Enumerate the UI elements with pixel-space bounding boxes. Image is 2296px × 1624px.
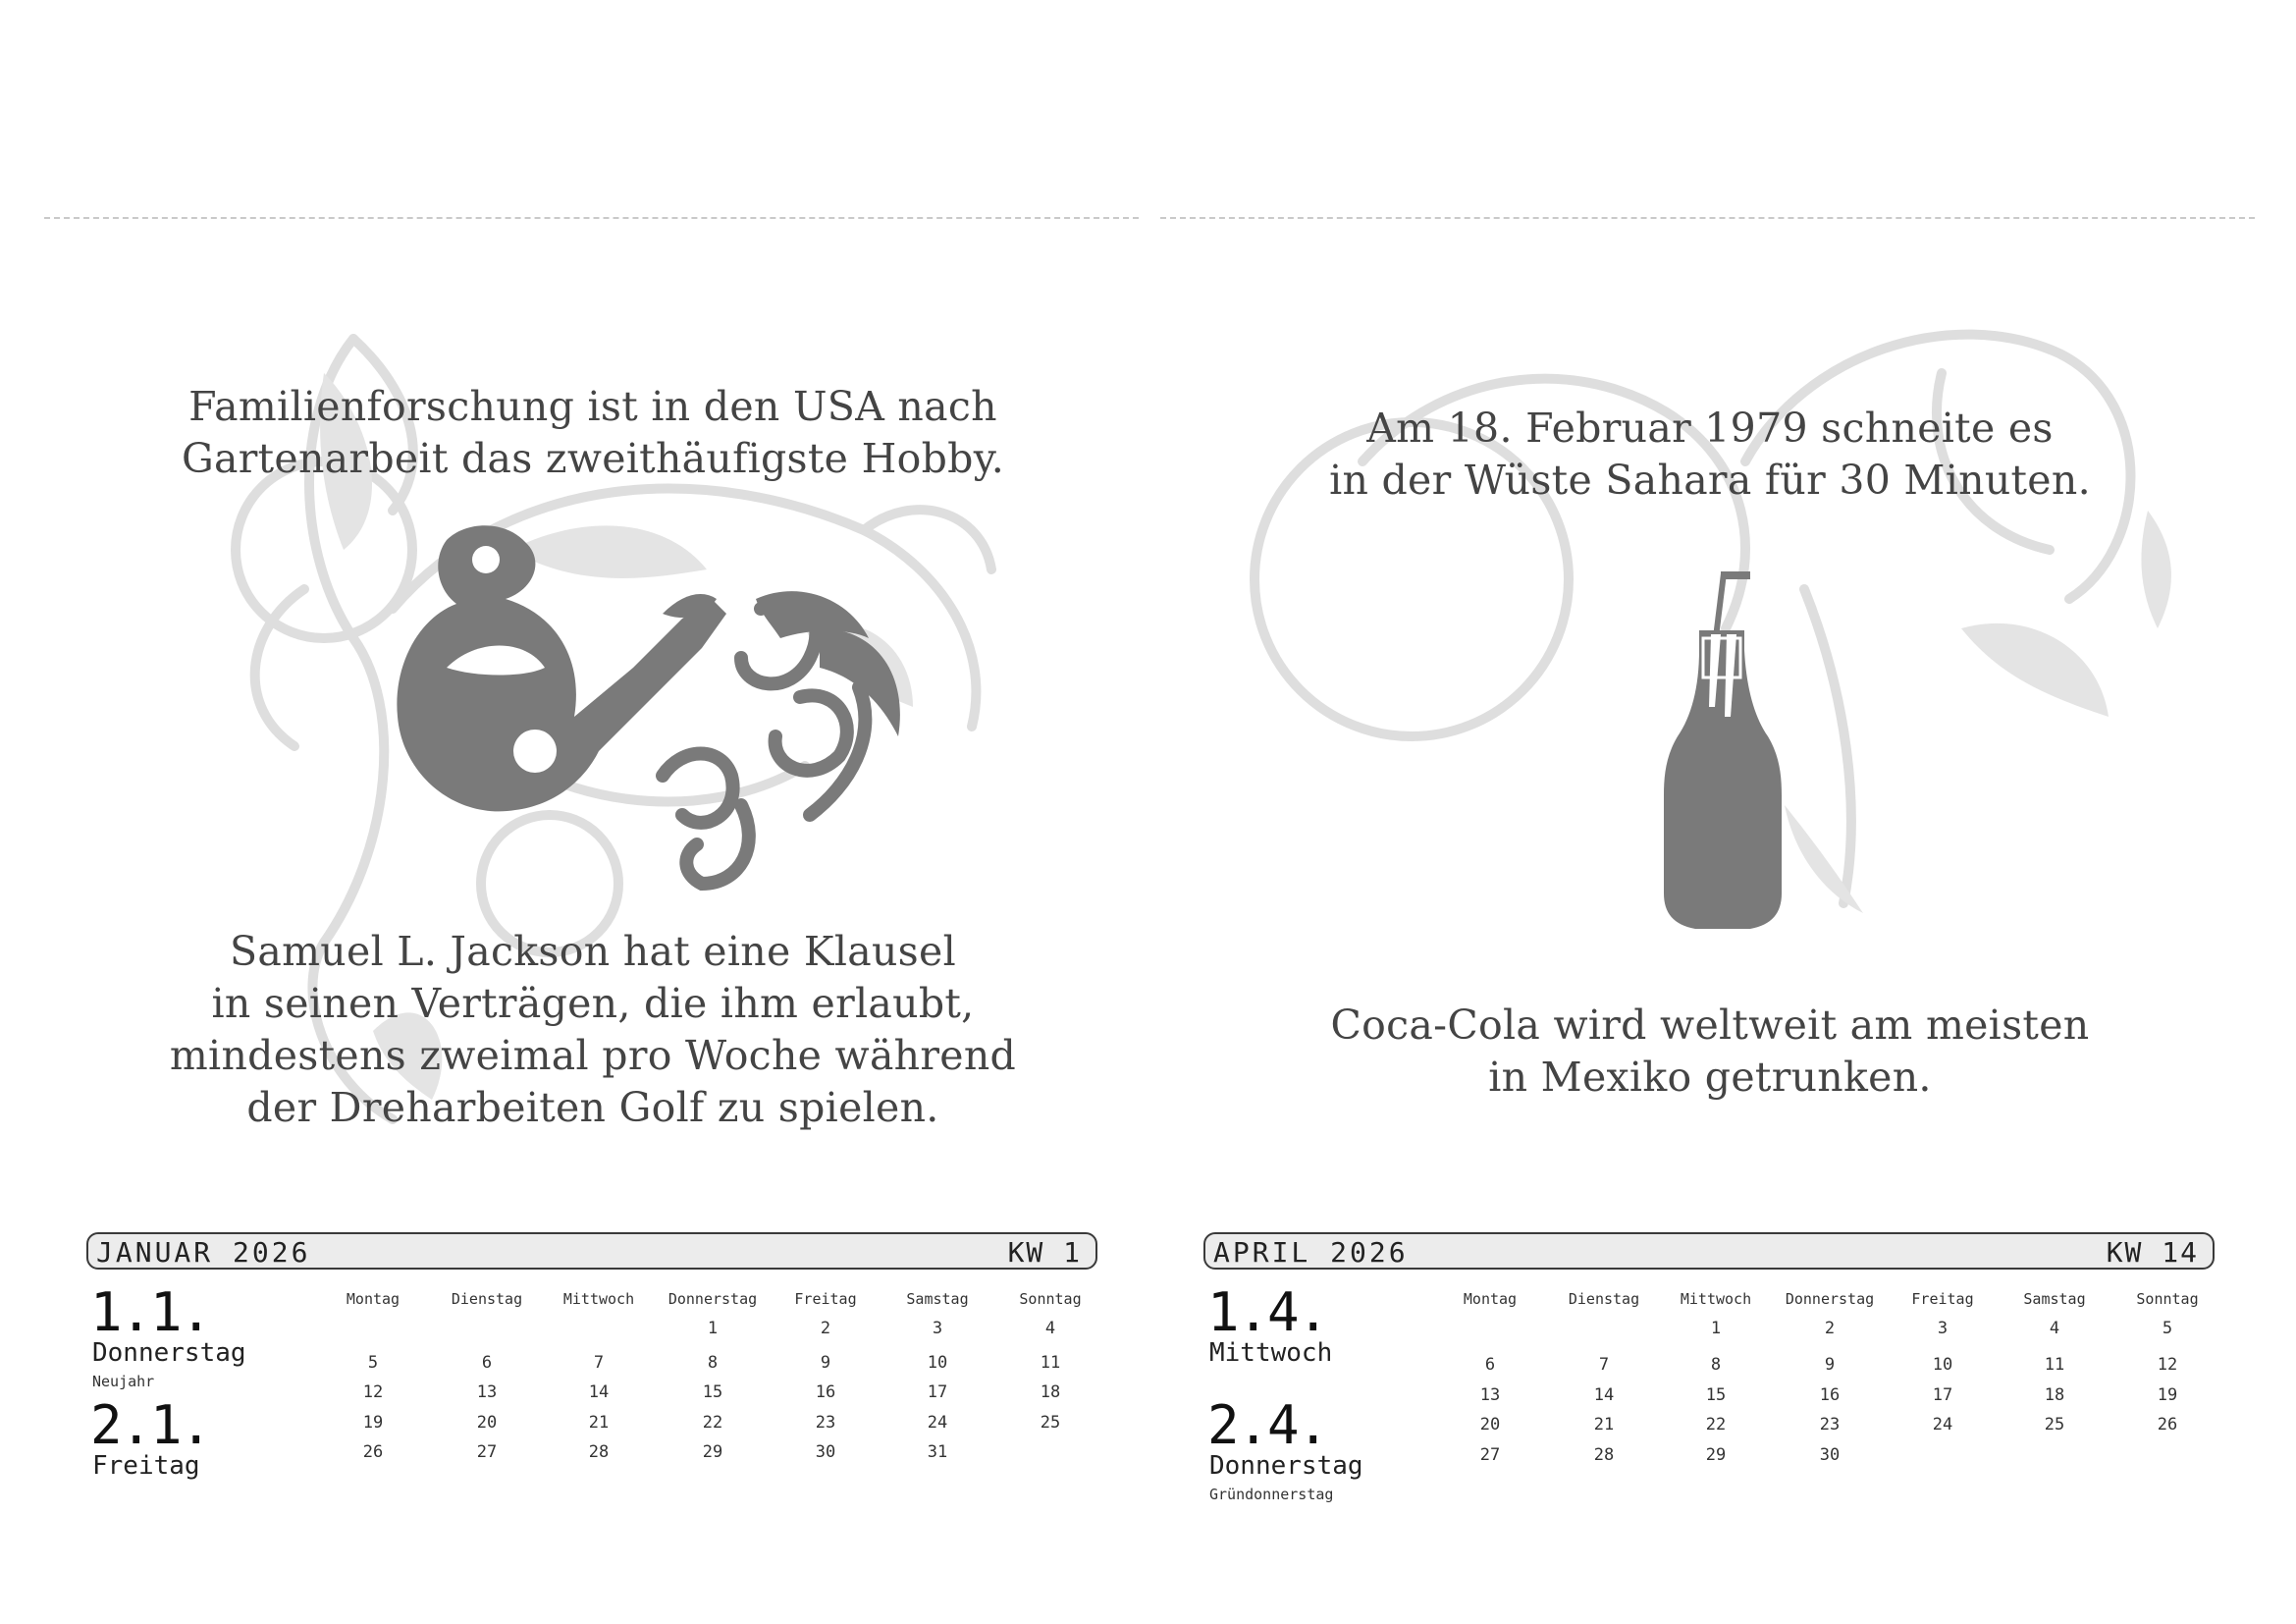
day-date-1: 1.1. (90, 1281, 211, 1343)
calendar-day-cell: 4 (1044, 1319, 1056, 1338)
calendar-day-cell: 3 (1937, 1319, 1949, 1338)
watering-can-icon (388, 520, 918, 903)
calendar-day-cell: 12 (362, 1382, 384, 1402)
calendar-day-cell: 18 (2044, 1385, 2065, 1405)
day-name-1: Donnerstag (92, 1338, 246, 1368)
fact-line: Coca-Cola wird weltweit am meisten (1330, 1001, 2090, 1049)
calendar-day-cell: 17 (1932, 1385, 1953, 1405)
calendar-day-cell: 3 (932, 1319, 943, 1338)
calendar-day-cell: 12 (2157, 1355, 2178, 1375)
weekday-header: Donnerstag (1785, 1290, 1875, 1308)
fact-line: in Mexiko getrunken. (1488, 1054, 1932, 1101)
day-holiday-2: Gründonnerstag (1209, 1486, 1334, 1503)
calendar-day-cell: 1 (707, 1319, 719, 1338)
calendar-day-cell: 20 (476, 1413, 498, 1433)
month-header-bar (86, 1232, 1097, 1270)
fact-line: mindestens zweimal pro Woche während (169, 1032, 1017, 1079)
calendar-day-cell: 24 (1932, 1415, 1953, 1435)
day-date-2: 2.1. (90, 1394, 211, 1456)
calendar-day-cell: 10 (1932, 1355, 1953, 1375)
calendar-day-cell: 18 (1040, 1382, 1061, 1402)
fact-line: Samuel L. Jackson hat eine Klausel (229, 928, 956, 975)
calendar-day-cell: 8 (707, 1353, 719, 1373)
calendar-page-right (1117, 0, 2266, 1624)
calendar-day-cell: 11 (1040, 1353, 1061, 1373)
weekday-header: Samstag (2023, 1290, 2086, 1308)
calendar-day-cell: 31 (927, 1442, 948, 1462)
weekday-header: Dienstag (1568, 1290, 1640, 1308)
calendar-day-cell: 16 (815, 1382, 836, 1402)
weekday-header: Samstag (906, 1290, 969, 1308)
week-number-label: KW 14 (2106, 1236, 2199, 1269)
calendar-day-cell: 14 (1593, 1385, 1615, 1405)
bottle-with-straw-icon (1652, 569, 1799, 943)
calendar-day-cell: 20 (1479, 1415, 1501, 1435)
calendar-day-cell: 19 (362, 1413, 384, 1433)
fact-line: in der Wüste Sahara für 30 Minuten. (1329, 457, 2091, 504)
day-holiday-1: Neujahr (92, 1373, 155, 1390)
day-name-1: Mittwoch (1209, 1338, 1333, 1368)
calendar-day-cell: 9 (820, 1353, 831, 1373)
calendar-day-cell: 2 (1824, 1319, 1836, 1338)
calendar-day-cell: 13 (476, 1382, 498, 1402)
calendar-day-cell: 6 (1484, 1355, 1496, 1375)
calendar-day-cell: 26 (362, 1442, 384, 1462)
calendar-day-cell: 6 (481, 1353, 493, 1373)
day-date-1: 1.4. (1207, 1281, 1328, 1343)
calendar-day-cell: 23 (1819, 1415, 1841, 1435)
fact-text-top (1219, 403, 2201, 507)
calendar-day-cell: 11 (2044, 1355, 2065, 1375)
calendar-day-cell: 7 (1598, 1355, 1610, 1375)
calendar-day-cell: 29 (1705, 1445, 1727, 1465)
calendar-day-cell: 2 (820, 1319, 831, 1338)
fact-text-top (102, 381, 1084, 485)
fact-text-bottom (102, 926, 1084, 1134)
day-date-2: 2.4. (1207, 1394, 1328, 1456)
calendar-day-cell: 30 (815, 1442, 836, 1462)
calendar-day-cell: 23 (815, 1413, 836, 1433)
weekday-header: Sonntag (2136, 1290, 2199, 1308)
calendar-day-cell: 21 (588, 1413, 610, 1433)
weekday-header: Mittwoch (562, 1290, 635, 1308)
fact-text-bottom (1219, 1000, 2201, 1104)
calendar-day-cell: 15 (1705, 1385, 1727, 1405)
calendar-day-cell: 30 (1819, 1445, 1841, 1465)
weekday-header: Freitag (1911, 1290, 1974, 1308)
calendar-day-cell: 21 (1593, 1415, 1615, 1435)
calendar-day-cell: 5 (2162, 1319, 2173, 1338)
calendar-day-cell: 26 (2157, 1415, 2178, 1435)
weekday-header: Sonntag (1019, 1290, 1082, 1308)
day-name-2: Donnerstag (1209, 1451, 1363, 1481)
calendar-day-cell: 1 (1710, 1319, 1722, 1338)
weekday-header: Mittwoch (1680, 1290, 1752, 1308)
calendar-day-cell: 25 (2044, 1415, 2065, 1435)
month-label: JANUAR 2026 (96, 1236, 311, 1269)
weekday-header: Montag (1463, 1290, 1518, 1308)
calendar-day-cell: 22 (1705, 1415, 1727, 1435)
calendar-day-cell: 19 (2157, 1385, 2178, 1405)
calendar-day-cell: 27 (1479, 1445, 1501, 1465)
fact-line: Familienforschung ist in den USA nach (188, 383, 997, 430)
calendar-day-cell: 28 (588, 1442, 610, 1462)
calendar-day-cell: 5 (367, 1353, 379, 1373)
weekday-header: Montag (346, 1290, 400, 1308)
fact-line: Gartenarbeit das zweithäufigste Hobby. (181, 435, 1005, 482)
calendar-day-cell: 27 (476, 1442, 498, 1462)
fact-line: der Dreharbeiten Golf zu spielen. (246, 1084, 939, 1131)
calendar-day-cell: 7 (593, 1353, 605, 1373)
calendar-day-cell: 14 (588, 1382, 610, 1402)
calendar-day-cell: 9 (1824, 1355, 1836, 1375)
weekday-header: Dienstag (451, 1290, 523, 1308)
calendar-day-cell: 24 (927, 1413, 948, 1433)
month-label: APRIL 2026 (1213, 1236, 1409, 1269)
day-name-2: Freitag (92, 1451, 200, 1481)
calendar-day-cell: 13 (1479, 1385, 1501, 1405)
fact-line: in seinen Verträgen, die ihm erlaubt, (211, 980, 975, 1027)
calendar-day-cell: 17 (927, 1382, 948, 1402)
calendar-day-cell: 28 (1593, 1445, 1615, 1465)
calendar-day-cell: 25 (1040, 1413, 1061, 1433)
calendar-day-cell: 10 (927, 1353, 948, 1373)
month-header-bar (1203, 1232, 2215, 1270)
week-number-label: KW 1 (1007, 1236, 1082, 1269)
calendar-day-cell: 16 (1819, 1385, 1841, 1405)
calendar-day-cell: 8 (1710, 1355, 1722, 1375)
calendar-day-cell: 15 (702, 1382, 723, 1402)
calendar-day-cell: 29 (702, 1442, 723, 1462)
weekday-header: Donnerstag (667, 1290, 758, 1308)
calendar-day-cell: 4 (2049, 1319, 2060, 1338)
weekday-header: Freitag (794, 1290, 857, 1308)
fact-line: Am 18. Februar 1979 schneite es (1366, 405, 2054, 452)
calendar-day-cell: 22 (702, 1413, 723, 1433)
